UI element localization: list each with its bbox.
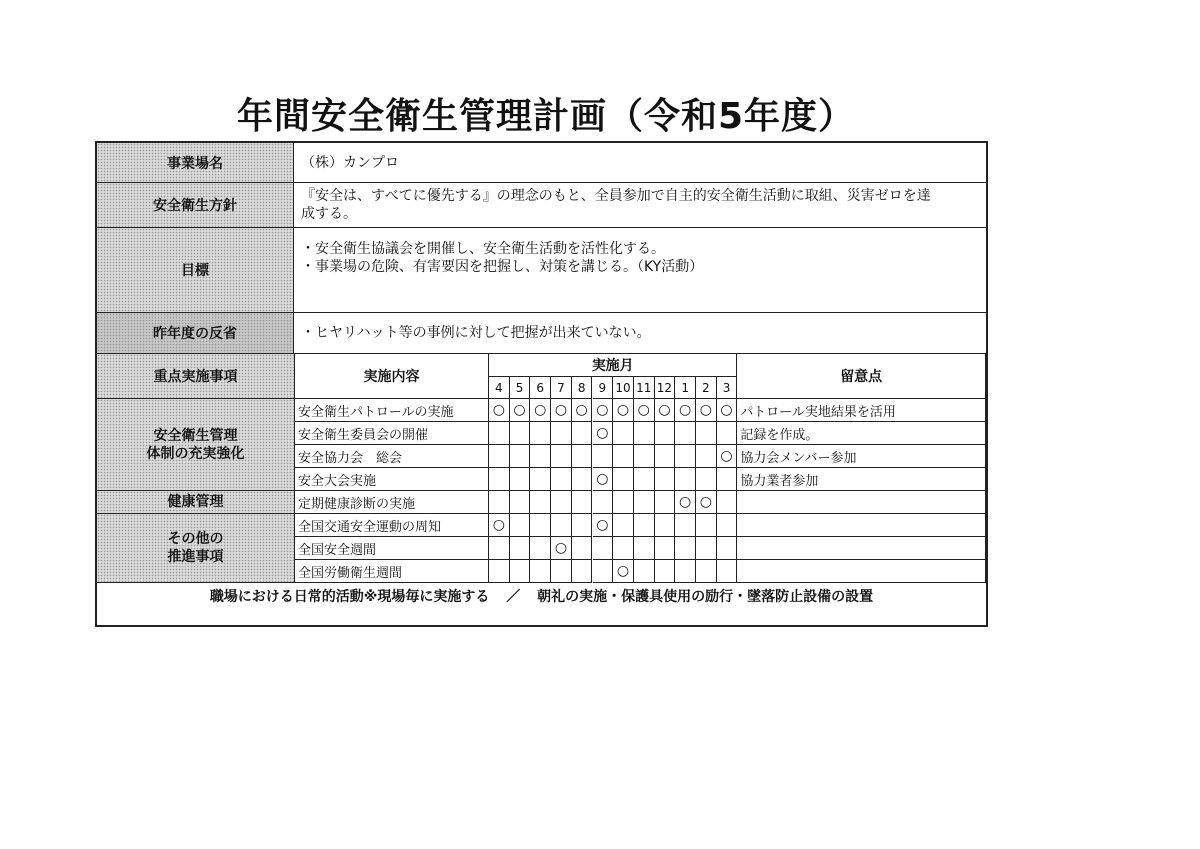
month-cell [510,468,531,491]
month-cell [634,399,655,422]
scheduled-mark: ○ [637,402,650,418]
month-cell [572,399,593,422]
month-cell [634,491,655,514]
month-cell [489,514,510,537]
month-cell [655,491,676,514]
month-header: 10 [613,377,634,399]
workplace-label: 事業場名 [97,143,294,182]
month-cell [634,537,655,560]
month-cell [551,514,572,537]
month-header: 8 [572,377,593,399]
month-cell [510,399,531,422]
priority-group-line: 健康管理 [167,494,224,510]
month-cell [655,468,676,491]
month-cell [655,445,676,468]
month-cell [675,537,696,560]
month-cell [551,468,572,491]
month-cell [634,422,655,445]
priority-group-line: 安全衛生管理 [153,427,238,444]
scheduled-mark: ○ [513,402,526,418]
scheduled-mark: ○ [492,402,505,418]
activity-content: 全国安全週間 [295,537,489,560]
month-header: 7 [551,377,572,399]
scheduled-mark: ○ [616,563,630,579]
scheduled-mark: ○ [616,402,630,418]
month-cell [593,537,614,560]
month-cell [634,468,655,491]
activity-content: 全国交通安全運動の周知 [295,514,489,537]
reflection-label: 昨年度の反省 [97,313,294,353]
month-cell [717,399,738,422]
policy-label: 安全衛生方針 [97,183,294,227]
priority-group-line: 体制の充実強化 [146,445,245,462]
month-cell [489,491,510,514]
schedule-grid [97,354,986,583]
month-cell [572,537,593,560]
scheduled-mark: ○ [554,540,568,556]
priority-group [97,491,295,514]
month-header: 12 [655,377,676,399]
activity-note: 協力業者参加 [737,468,986,491]
month-cell [489,445,510,468]
scheduled-mark: ○ [720,402,733,418]
month-cell [675,399,696,422]
month-cell [696,399,717,422]
month-cell [675,422,696,445]
scheduled-mark: ○ [699,494,712,510]
month-cell [655,422,676,445]
month-cell [717,514,738,537]
month-cell [489,537,510,560]
goal-line: ・事業場の危険、有害要因を把握し、対策を講じる。（KY活動） [301,259,704,275]
month-cell [530,537,551,560]
goal-line: ・安全衛生協議会を開催し、安全衛生活動を活性化する。 [301,241,665,257]
month-cell [634,560,655,583]
month-cell [613,560,634,583]
month-cell [489,560,510,583]
policy-line: 成する。 [301,206,357,222]
header-notes: 留意点 [737,354,986,399]
month-cell [551,422,572,445]
reflection-value: ・ヒヤリハット等の事例に対して把握が出来ていない。 [301,325,651,341]
month-cell [593,514,614,537]
month-cell [696,514,717,537]
month-cell [696,468,717,491]
month-cell [489,399,510,422]
scheduled-mark: ○ [492,517,505,533]
month-cell [593,560,614,583]
month-cell [634,445,655,468]
month-header: 3 [717,377,738,399]
month-cell [655,399,676,422]
month-cell [613,445,634,468]
scheduled-mark: ○ [554,402,568,418]
daily-activities-separator: ／ [506,589,521,605]
month-cell [551,399,572,422]
activity-content: 安全大会実施 [295,468,489,491]
month-cell [510,491,531,514]
month-header: 11 [634,377,655,399]
month-cell [655,560,676,583]
month-cell [675,560,696,583]
month-cell [675,445,696,468]
month-cell [572,445,593,468]
month-cell [696,422,717,445]
month-header: 9 [593,377,614,399]
month-cell [675,491,696,514]
month-cell [551,537,572,560]
month-cell [572,560,593,583]
scheduled-mark: ○ [596,402,609,418]
month-cell [675,468,696,491]
month-cell [572,514,593,537]
header-content: 実施内容 [295,354,489,399]
month-header: 4 [489,377,510,399]
month-cell [717,445,738,468]
month-cell [593,468,614,491]
priority-group [97,514,295,583]
month-cell [530,399,551,422]
priority-group-line: その他の [167,531,224,547]
month-cell [593,445,614,468]
month-cell [572,468,593,491]
scheduled-mark: ○ [575,402,588,418]
month-cell [489,422,510,445]
month-cell [717,537,738,560]
month-cell [530,445,551,468]
month-header: 2 [696,377,717,399]
month-cell [551,560,572,583]
activity-content: 全国労働衛生週間 [295,560,489,583]
month-header: 1 [675,377,696,399]
activity-content: 安全協力会 総会 [295,445,489,468]
month-cell [530,491,551,514]
scheduled-mark: ○ [679,494,692,510]
scheduled-mark: ○ [658,402,671,418]
month-cell [613,537,634,560]
goals-row [97,228,986,313]
header-priority: 重点実施事項 [97,354,295,399]
month-cell [613,422,634,445]
month-cell [717,491,738,514]
scheduled-mark: ○ [679,402,692,418]
scheduled-mark: ○ [720,448,733,464]
activity-note: 記録を作成。 [737,422,986,445]
month-cell [613,468,634,491]
page-title: 年間安全衛生管理計画（令和5年度） [236,96,856,137]
month-cell [489,468,510,491]
month-cell [572,422,593,445]
scheduled-mark: ○ [596,425,609,441]
workplace-row [97,143,986,183]
month-cell [551,491,572,514]
activity-note [737,560,986,583]
activity-note: パトロール実地結果を活用 [737,399,986,422]
month-header: 6 [530,377,551,399]
month-cell [696,491,717,514]
month-cell [613,491,634,514]
workplace-value: （株）カンプロ [301,154,399,171]
activity-content: 安全衛生委員会の開催 [295,422,489,445]
daily-activities [97,583,986,625]
month-cell [593,399,614,422]
daily-activities-right: 朝礼の実施・保護具使用の励行・墜落防止設備の設置 [537,589,874,605]
month-cell [510,514,531,537]
month-cell [655,514,676,537]
month-cell [510,422,531,445]
activity-content: 定期健康診断の実施 [295,491,489,514]
reflection-row [97,313,986,354]
scheduled-mark: ○ [699,402,712,418]
activity-note: 協力会メンバー参加 [737,445,986,468]
activity-note [737,537,986,560]
month-cell [530,560,551,583]
month-cell [572,491,593,514]
policy-line: 『安全は、すべてに優先する』の理念のもと、全員参加で自主的安全衛生活動に取組、災害ゼロを達 [301,188,931,204]
month-cell [530,468,551,491]
scheduled-mark: ○ [534,402,547,418]
plan-table [95,141,988,627]
month-cell [613,514,634,537]
month-cell [696,560,717,583]
month-cell [696,537,717,560]
scheduled-mark: ○ [596,517,609,533]
month-cell [717,560,738,583]
month-cell [510,537,531,560]
header-month: 実施月 [489,354,737,377]
goals-label: 目標 [97,228,294,312]
priority-group-line: 推進事項 [167,549,224,565]
month-cell [655,537,676,560]
month-cell [551,445,572,468]
month-cell [717,468,738,491]
month-cell [510,445,531,468]
activity-content: 安全衛生パトロールの実施 [295,399,489,422]
scheduled-mark: ○ [596,471,609,487]
goals-value [295,228,986,312]
priority-group [97,399,295,491]
month-cell [510,560,531,583]
month-cell [530,514,551,537]
month-cell [634,514,655,537]
month-cell [696,445,717,468]
month-cell [593,422,614,445]
daily-activities-left: 職場における日常的活動※現場毎に実施する [209,589,490,605]
activity-note [737,514,986,537]
month-cell [613,399,634,422]
policy-value [295,183,986,227]
month-cell [530,422,551,445]
activity-note [737,491,986,514]
month-cell [675,514,696,537]
month-header: 5 [510,377,531,399]
month-cell [717,422,738,445]
month-cell [593,491,614,514]
policy-row [97,183,986,228]
